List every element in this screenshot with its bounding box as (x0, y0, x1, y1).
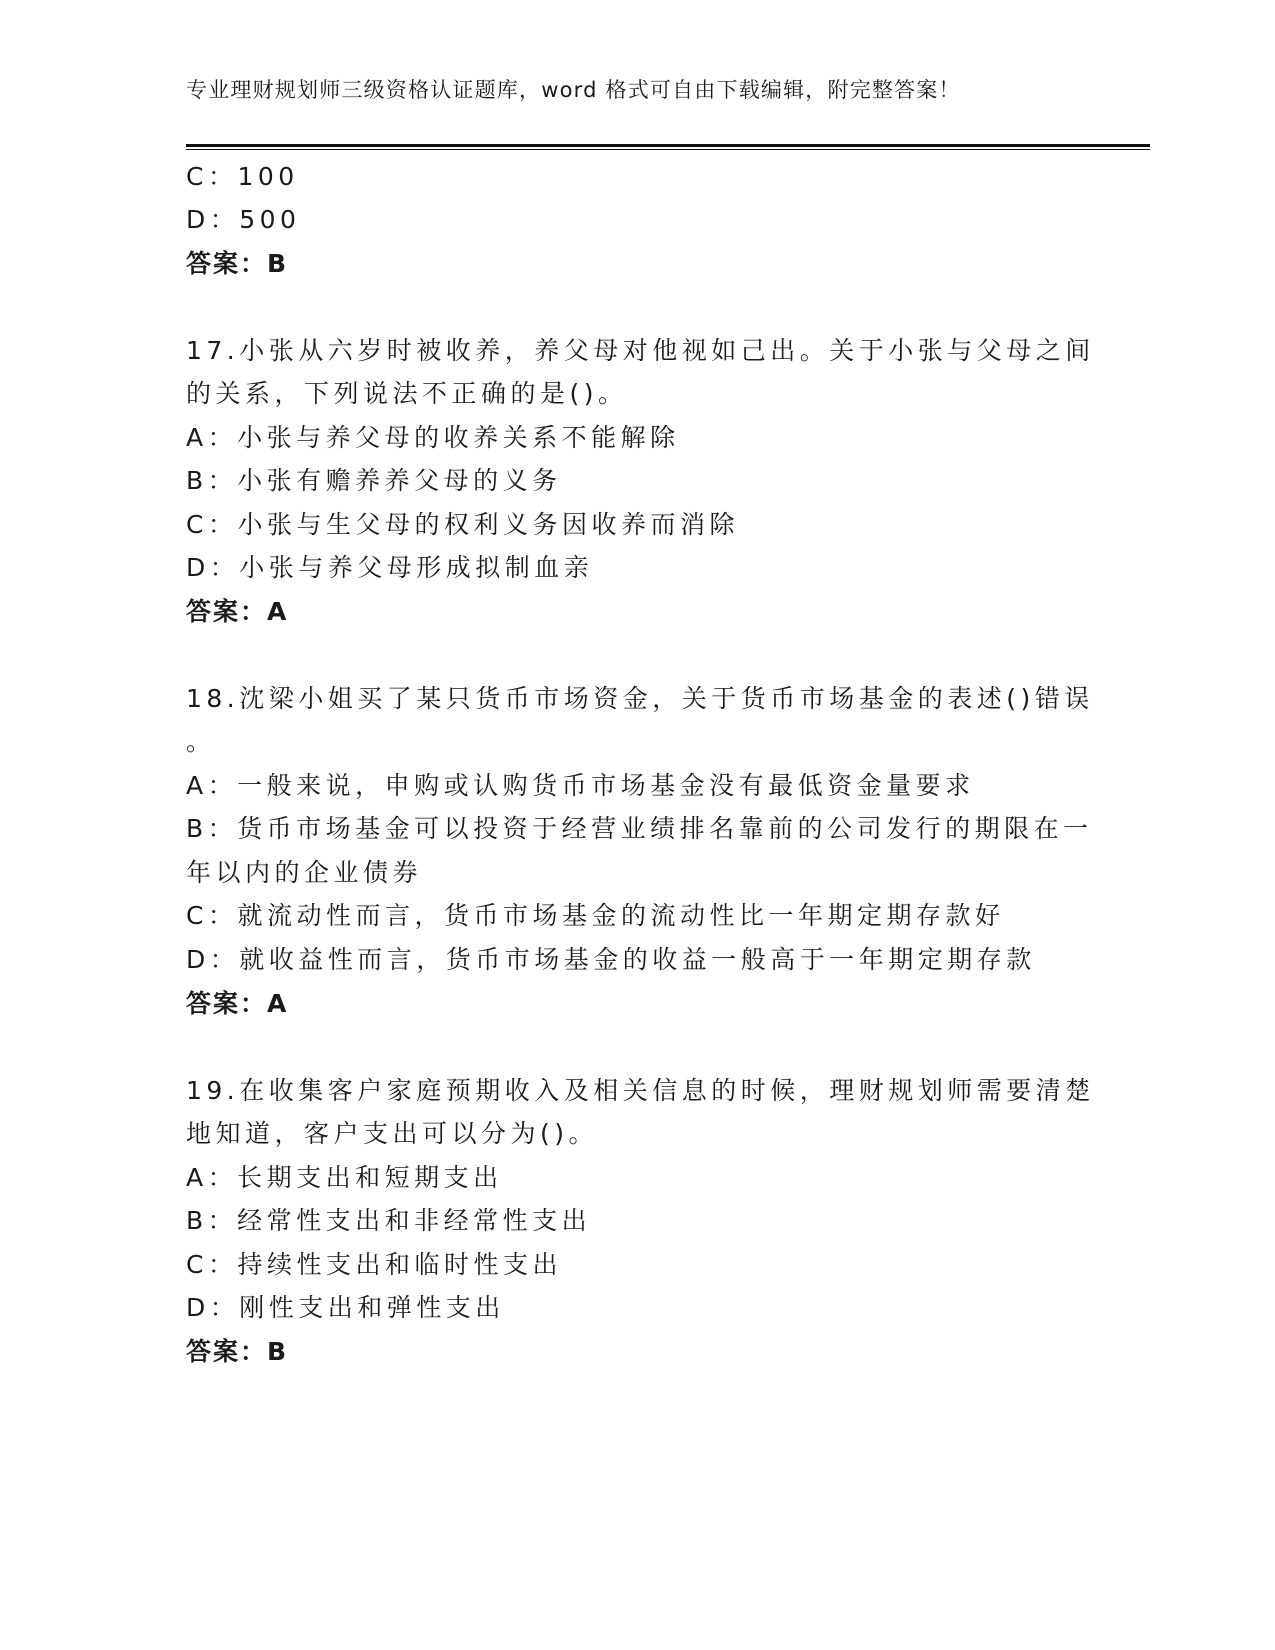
q19-stem-line-2: 地知道，客户支出可以分为()。 (186, 1119, 599, 1148)
header-rule-thick (186, 144, 1150, 147)
page-header: 专业理财规划师三级资格认证题库，word 格式可自由下载编辑，附完整答案！ (186, 78, 961, 102)
q18-option-b-line-1: B：货币市场基金可以投资于经营业绩排名靠前的公司发行的期限在一 (186, 814, 1093, 843)
q17-option-b: B：小张有赡养养父母的义务 (186, 466, 562, 495)
q19-option-b: B：经常性支出和非经常性支出 (186, 1206, 592, 1235)
q18-option-a: A：一般来说，申购或认购货币市场基金没有最低资金量要求 (186, 771, 975, 800)
q18-option-c: C：就流动性而言，货币市场基金的流动性比一年期定期存款好 (186, 901, 1005, 930)
q17-option-d: D：小张与养父母形成拟制血亲 (186, 553, 594, 582)
prev-option-d: D：500 (186, 205, 301, 234)
prev-answer: 答案：B (186, 249, 289, 278)
q18-option-d: D：就收益性而言，货币市场基金的收益一般高于一年期定期存款 (186, 945, 1036, 974)
q17-stem-line-1: 17.小张从六岁时被收养，养父母对他视如己出。关于小张与父母之间 (186, 336, 1095, 365)
q19-stem-line-1: 19.在收集客户家庭预期收入及相关信息的时候，理财规划师需要清楚 (186, 1076, 1095, 1105)
q19-answer: 答案：B (186, 1337, 289, 1366)
q19-option-d: D：刚性支出和弹性支出 (186, 1293, 505, 1322)
q17-option-c: C：小张与生父母的权利义务因收养而消除 (186, 510, 739, 539)
header-rule-thin (186, 149, 1150, 150)
q17-stem-line-2: 的关系，下列说法不正确的是()。 (186, 379, 628, 408)
q19-option-c: C：持续性支出和临时性支出 (186, 1250, 562, 1279)
q18-option-b-line-2: 年以内的企业债券 (186, 858, 423, 887)
q17-option-a: A：小张与养父母的收养关系不能解除 (186, 423, 680, 452)
q18-stem-line-1: 18.沈梁小姐买了某只货币市场资金，关于货币市场基金的表述()错误 (186, 684, 1094, 713)
q18-stem-line-2: 。 (186, 727, 216, 756)
q19-option-a: A：长期支出和短期支出 (186, 1163, 503, 1192)
q18-answer: 答案：A (186, 989, 289, 1018)
prev-option-c: C：100 (186, 162, 299, 191)
q17-answer: 答案：A (186, 597, 289, 626)
